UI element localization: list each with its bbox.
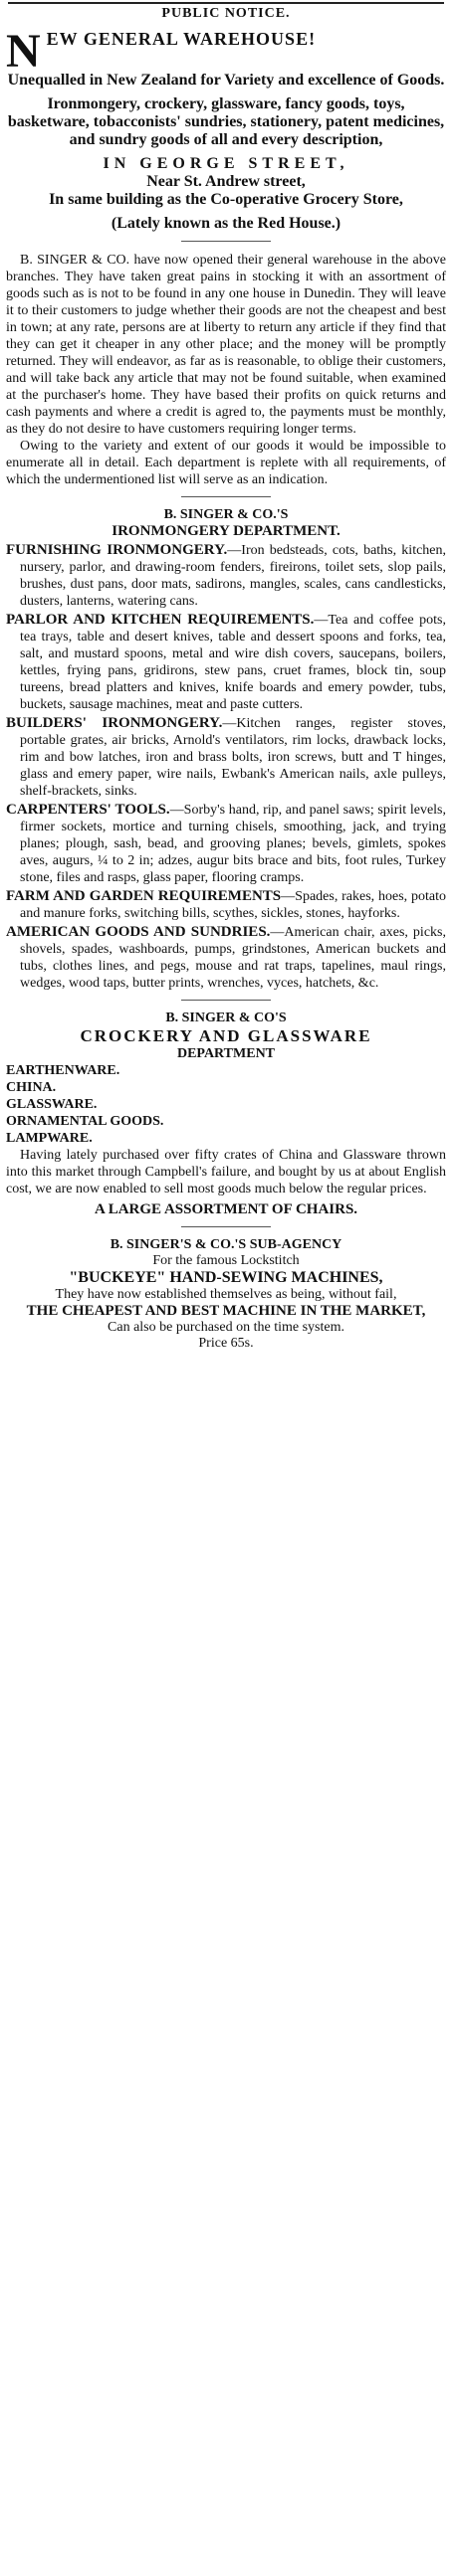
chairs-notice: A LARGE ASSORTMENT OF CHAIRS. <box>94 1201 358 1217</box>
ironmongery-title: IRONMONGERY DEPARTMENT. <box>112 523 340 539</box>
crockery-title: CROCKERY AND GLASSWARE <box>80 1026 372 1045</box>
machine-name: "BUCKEYE" HAND-SEWING MACHINES, <box>69 1269 383 1286</box>
ironmongery-company: B. SINGER & CO.'S <box>163 507 289 522</box>
top-rule <box>8 2 444 4</box>
established-note: They have now established themselves as being, without fail, <box>55 1287 397 1302</box>
american-goods-section: AMERICAN GOODS AND SUNDRIES.—American chair, axes, picks, shovels, spades, washboards, pumps, grindstones, American buckets and tubs, clothes lines, and pegs, mouse and rat traps, tapelines, maul rings, wedges, wood taps, butter prints, wrenches, vyces, hatchets, &c. <box>6 924 446 991</box>
variety-paragraph: Owing to the variety and extent of our goods it would be impossible to enumerate all in detail. Each department is replete with all requirements, of which the undermentioned list will serve as an indication. <box>6 439 446 487</box>
crockery-list <box>6 1062 446 1147</box>
crockery-company: B. SINGER & CO'S <box>165 1011 287 1025</box>
intro-banner <box>6 25 446 78</box>
agency-for: For the famous Lockstitch <box>152 1253 300 1268</box>
drop-cap: N <box>6 25 41 78</box>
tagline: Unequalled in New Zealand for Variety and excellence of Goods. <box>7 72 445 89</box>
page-title: PUBLIC NOTICE. <box>161 6 291 21</box>
divider <box>181 1000 271 1001</box>
builders-section: BUILDERS' IRONMONGERY.—Kitchen ranges, register stoves, portable grates, air bricks, Arnold's ventilators, rim locks, drawback locks, rim and bow latches, iron and brass bolts, iron screws, butt and T hinges, glass and emery paper, wire nails, Ewbank's American nails, axle pulleys, shelf-brackets, sinks. <box>6 715 446 799</box>
divider <box>181 1226 271 1227</box>
intro-paragraph: B. SINGER & CO. have now opened their general warehouse in the above branches. They have taken great pains in stocking it with an assortment of goods such as is not to be found in any one house in Dunedin. They will leave it to their customers to judge whether their goods are not the cheapest and best in town; at any rate, persons are at liberty to return any article if they find that they can get it cheaper in any other place; and the money will be promptly returned. They will endeavor, as far as is reasonable, to oblige their customers, and will take back any article that may not be found suitable, when examined at the purchaser's home. They have based their profits on quick returns and cash payments and where a credit is agred to, the payments must be monthly, as they do not desire to have customers requiring longer terms. <box>6 253 446 437</box>
price: Price 65s. <box>198 1336 254 1351</box>
near-street: Near St. Andrew street, <box>146 173 306 190</box>
furnishing-section: FURNISHING IRONMONGERY.—Iron bedsteads, cots, baths, kitchen, nursery, parlor, and drawing-room fenders, fireirons, toilet sets, slop pails, brushes, dust pans, door mats, sadirons, mangles, scales, cans candlesticks, dusters, lanterns, watering cans. <box>6 542 447 609</box>
crockery-paragraph: Having lately purchased over fifty crates of China and Glassware thrown into this market through Campbell's failure, and bought by us at about English cost, we are now enabled to sell most goods much below the regular prices. <box>6 1148 446 1196</box>
time-system-note: Can also be purchased on the time system. <box>108 1320 344 1335</box>
street-name: IN GEORGE STREET, <box>103 155 349 172</box>
parlor-kitchen-section: PARLOR AND KITCHEN REQUIREMENTS.—Tea and coffee pots, tea trays, table and desert knives, table and dessert spoons and forks, tea, salt, and mustard spoons, metal and wire dish covers, saucepans, boilers, kettles, frying pans, gridirons, stew pans, cruet frames, block tin, soup tureens, bread platters and knives, knife boards and emery powder, tubs, buckets, sausage machines, meat and paste cutters. <box>6 612 446 712</box>
list-item: LAMPWARE. <box>6 1131 93 1146</box>
agency-title: B. SINGER'S & CO.'S SUB-AGENCY <box>110 1237 342 1252</box>
divider <box>181 496 271 497</box>
carpenters-section: CARPENTERS' TOOLS.—Sorby's hand, rip, and panel saws; spirit levels, firmer sockets, mortice and turning chisels, smoothing, jack, and trying planes; plough, sash, bead, and grooving planes; bevels, gimlets, spokes aves, augurs, ¼ to 2 in; adzes, augur bits brace and bits, foot rules, Turkey stone, files and rasps, glass paper, flooring cramps. <box>6 802 446 885</box>
list-item: CHINA. <box>6 1080 57 1095</box>
ironmongery-sections <box>6 542 446 992</box>
farm-garden-section: FARM AND GARDEN REQUIREMENTS—Spades, rakes, hoes, potato and manure forks, switching bills, scythes, sickles, stones, hayforks. <box>6 888 447 921</box>
list-item: ORNAMENTAL GOODS. <box>6 1114 164 1129</box>
warehouse-banner: EW GENERAL WAREHOUSE! <box>46 29 317 49</box>
cheapest-claim: THE CHEAPEST AND BEST MACHINE IN THE MARKET, <box>26 1303 426 1319</box>
known-as: (Lately known as the Red House.) <box>111 215 341 232</box>
divider <box>181 241 271 242</box>
building-note: In same building as the Co-operative Grocery Store, <box>49 191 403 208</box>
goods-list: Ironmongery, crockery, glassware, fancy goods, toys, basketware, tobacconists' sundries, stationery, patent medicines, and sundry goods of all and every description, <box>7 95 445 148</box>
list-item: EARTHENWARE. <box>6 1063 120 1078</box>
crockery-subtitle: DEPARTMENT <box>176 1046 276 1061</box>
list-item: GLASSWARE. <box>6 1097 98 1112</box>
